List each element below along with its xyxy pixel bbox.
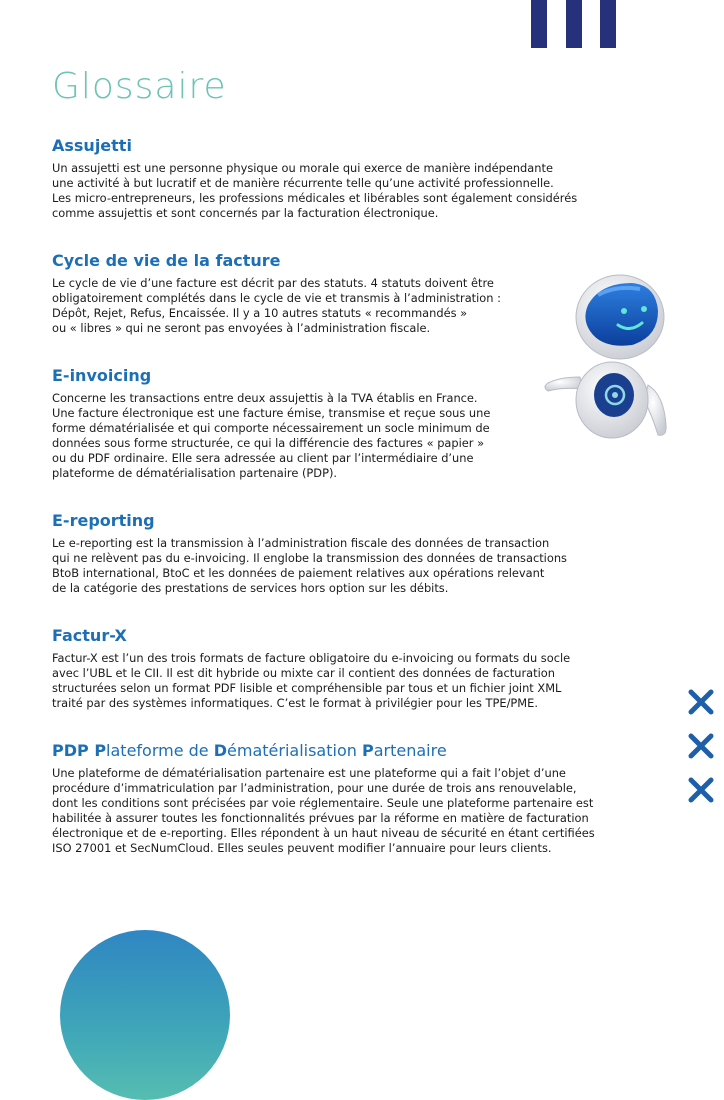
glossary-entry-assujetti	[52, 136, 632, 221]
title-part: D	[213, 741, 228, 760]
entry-body: Un assujetti est une personne physique ou morale qui exerce de manière indépendante une activité à but lucratif et de manière récurrente telle qu’une activité professionnelle. Les micro-entrepreneurs, les professions médicales et libérables sont également considérés comme assujettis et sont concernés par la facturation électronique.	[52, 161, 578, 220]
entry-title	[52, 741, 642, 760]
entry-body: Le cycle de vie d’une facture est décrit par des statuts. 4 statuts doivent être obligatoirement complétés dans le cycle de vie et transmis à l’administration : Dépôt, Rejet, Refus, Encaissée. Il y a 10 autres statuts « recommandés » ou « libres » qui ne seront pas envoyées à l’administration fiscale.	[52, 276, 501, 335]
entry-title: Factur-X	[52, 626, 127, 645]
title-part: artenaire	[373, 741, 447, 760]
stripe-bar-icon	[600, 0, 616, 48]
title-part: P	[94, 741, 107, 760]
cross-icon	[687, 732, 715, 760]
title-part: P	[361, 741, 374, 760]
title-part: ématérialisation	[227, 741, 362, 760]
stripe-bar-icon	[531, 0, 547, 48]
entry-title: Cycle de vie de la facture	[52, 251, 281, 270]
entry-title: Assujetti	[52, 136, 132, 155]
cross-icon	[687, 688, 715, 716]
robot-mascot-icon	[540, 265, 670, 440]
glossary-entry-ereporting	[52, 511, 632, 596]
cross-icon	[687, 776, 715, 804]
entry-body: Factur-X est l’un des trois formats de facture obligatoire du e-invoicing ou formats du socle avec l’UBL et le CII. Il est dit hybride ou mixte car il contient des données de facturation structurées selon un format PDF lisible et compréhensible par tous et un fichier joint XML traité par des systèmes informatiques. C’est le format à privilégier pour les TPE/PME.	[52, 651, 571, 710]
entry-title: E-invoicing	[52, 366, 152, 385]
entry-body: Concerne les transactions entre deux assujettis à la TVA établis en France. Une facture électronique est une facture émise, transmise et reçue sous une forme dématérialisée et qui comporte nécessairement un socle minimum de données sous forme structurée, ce qui la différencie des factures « papier » ou du PDF ordinaire. Elle sera adressée au client par l’intermédiaire d’une plateforme de dématérialisation partenaire (PDP).	[52, 391, 491, 480]
entry-body: Le e-reporting est la transmission à l’administration fiscale des données de transaction qui ne relèvent pas du e-invoicing. Il englobe la transmission des données de transactions BtoB international, BtoC et les données de paiement relatives aux opérations relevant de la catégorie des prestations de services hors option sur les débits.	[52, 536, 567, 595]
glossary-entry-pdp	[52, 741, 642, 856]
glossary-entry-facturx	[52, 626, 632, 711]
title-part: PDP	[52, 741, 95, 760]
title-part: lateforme de	[106, 741, 214, 760]
entry-title: E-reporting	[52, 511, 155, 530]
page-title: Glossaire	[52, 66, 227, 107]
entry-body: Une plateforme de dématérialisation partenaire est une plateforme qui a fait l’objet d’une procédure d’immatriculation par l’administration, pour une durée de trois ans renouvelable, dont les conditions sont précisées par voie réglementaire. Seule une plateforme partenaire est habilitée à assurer toutes les fonctionnalités prévues par la réforme en matière de facturation électronique et de e-reporting. Elles répondent à un haut niveau de sécurité en étant certifiées ISO 27001 et SecNumCloud. Elles seules peuvent modifier l’annuaire pour leurs clients.	[52, 766, 595, 855]
gradient-circle-icon	[60, 930, 230, 1100]
stripe-bar-icon	[566, 0, 582, 48]
